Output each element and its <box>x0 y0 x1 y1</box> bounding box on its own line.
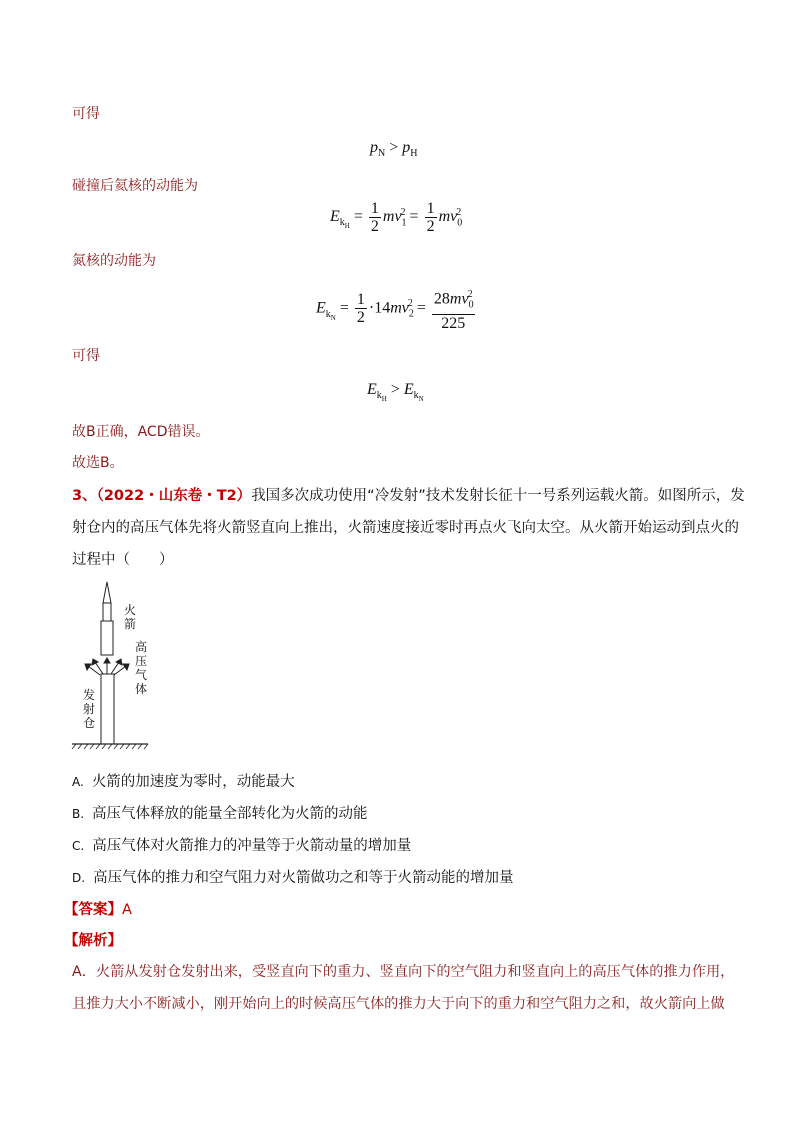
option-c <box>72 834 411 855</box>
choice-text: 故选B。 <box>72 455 124 471</box>
answer-value: A <box>122 902 132 918</box>
option-a-key: A. <box>72 775 84 789</box>
thus-label-2: 可得 <box>72 348 100 364</box>
answer-label: 【答案】 <box>64 902 122 918</box>
option-a <box>72 770 295 791</box>
helium-kinetic-label: 碰撞后氦核的动能为 <box>72 178 198 194</box>
question-number: 3、 <box>72 488 97 504</box>
conclusion-text: 故B正确，ACD错误。 <box>72 424 210 440</box>
question-text-1: 我国多次成功使用“冷发射”技术发射长征十一号系列运载火箭。如图所示，发 <box>251 488 745 504</box>
equation-momentum-compare: $p_N > p_H$ <box>370 139 418 160</box>
option-b-text: 高压气体释放的能量全部转化为火箭的动能 <box>92 806 368 822</box>
question-3-line-3: 过程中（ ） <box>72 552 174 568</box>
thus-label-1: 可得 <box>72 106 100 122</box>
answer-line <box>64 898 132 919</box>
figure-label-silo: 发射仓 <box>83 688 96 730</box>
analysis-line-1: A．火箭从发射仓发射出来，受竖直向下的重力、竖直向下的空气阻力和竖直向上的高压气体的推力作用， <box>72 964 735 980</box>
option-b-key: B. <box>72 807 85 821</box>
figure-label-gas: 高压气体 <box>135 640 148 696</box>
question-3-line-1 <box>72 484 745 505</box>
rocket-launch-figure <box>70 578 160 753</box>
nitrogen-kinetic-label: 氮核的动能为 <box>72 253 156 269</box>
question-source: （2022・山东卷・T2） <box>96 488 252 504</box>
option-c-text: 高压气体对火箭推力的冲量等于火箭动量的增加量 <box>92 838 412 854</box>
equation-nitrogen-kinetic-energy: $E_{k_N}$ = $\frac{1}{2}$ $\cdot 14mv_2^2$ = $\frac{28mv_0^2}{225}$ <box>316 286 477 332</box>
option-d-text: 高压气体的推力和空气阻力对火箭做功之和等于火箭动能的增加量 <box>93 870 514 886</box>
question-3-line-2: 射仓内的高压气体先将火箭竖直向上推出，火箭速度接近零时再点火飞向太空。从火箭开始运动到点火的 <box>72 520 739 536</box>
option-a-text: 火箭的加速度为零时，动能最大 <box>91 774 295 790</box>
analysis-line-2: 且推力大小不断减小，刚开始向上的时候高压气体的推力大于向下的重力和空气阻力之和，故火箭向上做 <box>72 996 725 1012</box>
option-b <box>72 802 368 823</box>
option-d-key: D. <box>72 871 86 885</box>
option-c-key: C. <box>72 839 85 853</box>
analysis-label: 【解析】 <box>64 933 122 949</box>
figure-label-rocket: 火箭 <box>124 603 137 631</box>
equation-kinetic-compare: $E_{k_H} > E_{k_N}$ <box>367 381 424 404</box>
equation-helium-kinetic-energy: $E_{k_H}$ = $\frac{1}{2}$ $mv_1^2$ = $\frac{1}{2}$ $mv_0^2$ <box>330 200 463 235</box>
option-d <box>72 866 514 887</box>
